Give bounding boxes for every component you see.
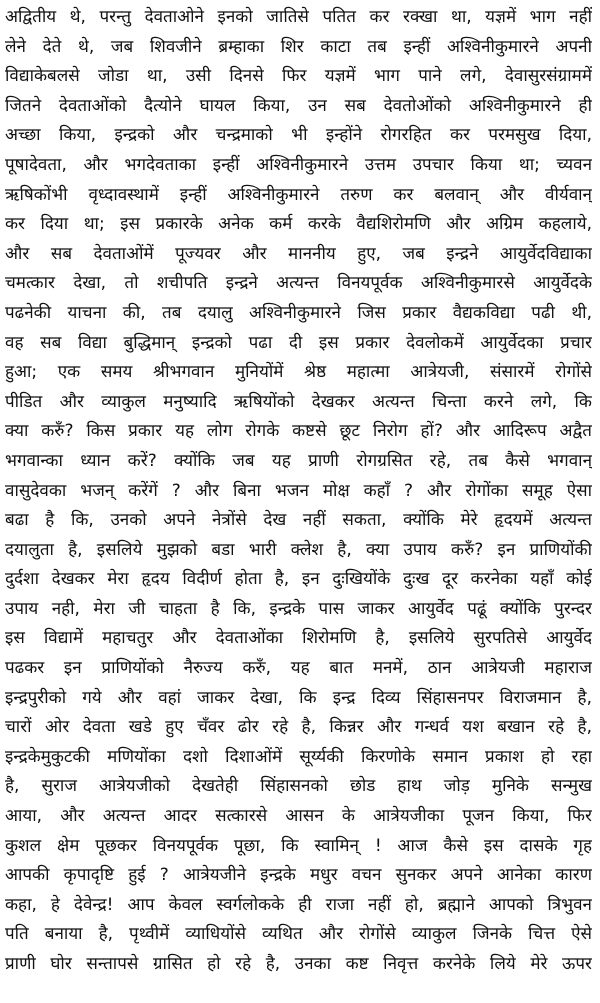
text-line: कुशल क्षेम पूछकर विनयपूर्वक पूछा, कि स्वामिन् ! आज कैसे इस दासके गृह (5, 835, 592, 856)
text-line: अद्वितीय थे, परन्तु देवताओने इनको जातिसे पतित कर रक्खा था, यज्ञमें भाग नहीं (5, 7, 592, 27)
text-line: क्या करुँ? किस प्रकार यह लोग रोगके कष्टसे छूट निरोग हों? और आदिरूप अद्वैत (5, 421, 592, 442)
text-line: लेने देते थे, जब शिवजीने ब्रम्हाका शिर काटा तब इन्हीं अश्विनीकुमारने अपनी (5, 36, 592, 57)
text-line: हुआ; एक समय श्रीभगवान मुनियोंमें श्रेष्ठ महात्मा आत्रेयजी, संसारमें रोगोंसे (5, 362, 592, 383)
text-line: पीडित और व्याकुल मनुष्यादि ऋषियोंको देखकर अत्यन्त चिन्ता करने लगे, कि (5, 391, 592, 412)
body-text (5, 3, 592, 980)
text-line: पढकर इन प्राणियोंको नैरुज्य करुँ, यह बात मनमें, ठान आत्रेयजी महाराज (5, 658, 592, 679)
text-line: प्राणी घोर सन्तापसे ग्रासित हो रहे है, उनका कष्ट निवृत्त करनेके लिये मेरे ऊपर (5, 954, 592, 974)
text-line: आपकी कृपादृष्टि हुई ? आत्रेयजीने इन्द्रके मधुर वचन सुनकर अपने आनेका कारण (5, 865, 592, 886)
text-line: उपाय नही, मेरा जी चाहता है कि, इन्द्रके पास जाकर आयुर्वेद पढूं क्योंकि पुरन्दर (5, 598, 592, 619)
text-line: विद्याकेबलसे जोडा था, उसी दिनसे फिर यज्ञमें भाग पाने लगे, देवासुरसंग्राममें (5, 66, 592, 87)
text-line: वासुदेवका भजन् करेंगें ? और बिना भजन मोक्ष कहाँ ? और रोगोंका समूह ऐसा (5, 480, 592, 501)
text-line: चमत्कार देखा, तो शचीपति इन्द्रने अत्यन्त विनयपूर्वक अश्विनीकुमारसे आयुर्वेदके (5, 273, 592, 294)
text-line: भगवान्का ध्यान करें? क्योंकि जब यह प्राणी रोगग्रसित रहे, तब कैसे भगवान् (5, 450, 592, 471)
text-line: कहा, हे देवेन्द्र! आप केवल स्वर्गलोकके ही राजा नहीं हो, ब्रह्माने आपको त्रिभुवन (5, 894, 592, 915)
text-line: पति बनाया है, पृथ्वीमें व्याधियोंसे व्यथित और रोगोंसे व्याकुल जिनके चित्त ऐसे (5, 924, 592, 945)
text-line: ऋषिकोंभी वृध्दावस्थामें इन्हीं अश्विनीकुमारने तरुण कर बलवान् और वीर्यवान् (5, 184, 592, 205)
text-line: है, सुराज आत्रेयजीको देखतेही सिंहासनको छोड हाथ जोड़ मुनिके सन्मुख (5, 776, 592, 797)
text-line: इस विद्यामें महाचतुर और देवताओंका शिरोमणि है, इसलिये सुरपतिसे आयुर्वेद (5, 628, 592, 649)
text-line: चारों ओर देवता खडे हुए चँवर ढोर रहे है, किन्नर और गन्धर्व यश बखान रहे है, (5, 717, 592, 738)
text-line: दयालुता है, इसलिये मुझको बडा भारी क्लेश है, क्या उपाय करुँ? इन प्राणियोंकी (5, 539, 592, 560)
text-line: बढा है कि, उनको अपने नेत्रोंसे देख नहीं सकता, क्योंकि मेरे हृदयमें अत्यन्त (5, 510, 592, 531)
text-line: आया, और अत्यन्त आदर सत्कारसे आसन के आत्रेयजीका पूजन किया, फिर (5, 806, 592, 827)
text-line: अच्छा किया, इन्द्रको और चन्द्रमाको भी इन्होंने रोगरहित कर परमसुख दिया, (5, 125, 592, 146)
text-line: और सब देवताओंमें पूज्यवर और माननीय हुए, जब इन्द्रने आयुर्वेदविद्याका (5, 243, 592, 264)
text-line: दुर्दशा देखकर मेरा हृदय विदीर्ण होता है, इन दुःखियोंके दुःख दूर करनेका यहाँ कोई (5, 569, 592, 590)
text-line: कर दिया था; इस प्रकारके अनेक कर्म करके वैद्यशिरोमणि और अग्रिम कहलाये, (5, 214, 592, 235)
text-line: जितने देवताओंको दैत्योने घायल किया, उन सब देवतोओंको अश्विनीकुमारने ही (5, 95, 592, 116)
text-line: वह सब विद्या बुद्धिमान् इन्द्रको पढा दी इस प्रकार देवलोकमें आयुर्वेदका प्रचार (5, 332, 592, 353)
text-line: पूषादेवता, और भगदेवताका इन्हीं अश्विनीकुमारने उत्तम उपचार किया था; च्यवन (5, 154, 592, 175)
text-line: इन्द्रपुरीको गये और वहां जाकर देखा, कि इन्द्र दिव्य सिंहासनपर विराजमान है, (5, 687, 592, 708)
text-line: इन्द्रकेमुकुटकी मणियोंका दशो दिशाओंमें सूर्य्यकी किरणोके समान प्रकाश हो रहा (5, 746, 592, 767)
text-line: पढनेकी याचना की, तब दयालु अश्विनीकुमारने जिस प्रकार वैद्यकविद्या पढी थी, (5, 302, 592, 323)
